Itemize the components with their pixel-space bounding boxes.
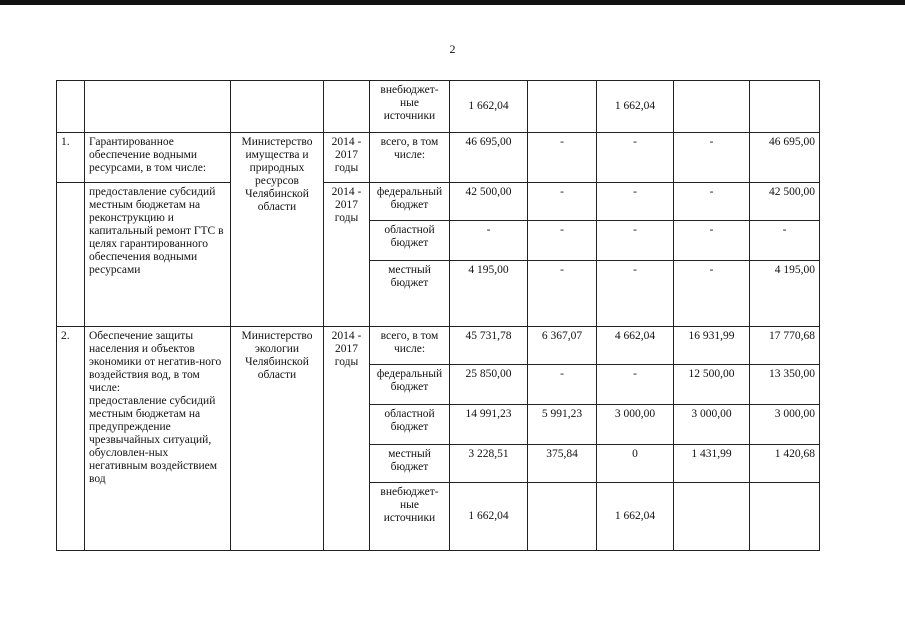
cell-2014 bbox=[528, 483, 597, 551]
cell-2016: - bbox=[674, 133, 750, 183]
cell-period: 2014 - 2017 годы bbox=[324, 183, 370, 327]
cell-2016: - bbox=[674, 183, 750, 221]
cell-total: - bbox=[450, 221, 528, 261]
cell-2015: - bbox=[597, 365, 674, 405]
cell-num: 1. bbox=[57, 133, 85, 183]
cell-2017: 1 420,68 bbox=[750, 445, 820, 483]
cell-period bbox=[324, 81, 370, 133]
cell-source: областной бюджет bbox=[370, 405, 450, 445]
cell-2015: - bbox=[597, 221, 674, 261]
table-row bbox=[57, 133, 820, 183]
cell-exec bbox=[231, 81, 324, 133]
cell-2014: 375,84 bbox=[528, 445, 597, 483]
page-number: 2 bbox=[449, 42, 456, 56]
cell-total: 1 662,04 bbox=[450, 81, 528, 133]
cell-2016: 1 431,99 bbox=[674, 445, 750, 483]
budget-table bbox=[56, 80, 820, 551]
cell-2015: 1 662,04 bbox=[597, 483, 674, 551]
cell-2014: - bbox=[528, 133, 597, 183]
cell-2014: 6 367,07 bbox=[528, 327, 597, 365]
cell-2015: 0 bbox=[597, 445, 674, 483]
top-border-bar bbox=[0, 0, 905, 5]
cell-source: федеральный бюджет bbox=[370, 365, 450, 405]
cell-total: 25 850,00 bbox=[450, 365, 528, 405]
cell-2015: 4 662,04 bbox=[597, 327, 674, 365]
cell-name bbox=[85, 327, 231, 551]
cell-total: 1 662,04 bbox=[450, 483, 528, 551]
cell-source: всего, в том числе: bbox=[370, 327, 450, 365]
cell-source: внебюджет- ные источники bbox=[370, 483, 450, 551]
cell-period: 2014 - 2017 годы bbox=[324, 133, 370, 183]
cell-name: предоставление субсидий местным бюджетам на реконструкцию и капитальный ремонт ГТС в целях гарантированного обеспечения водными ресурсами bbox=[85, 183, 231, 327]
cell-2014: - bbox=[528, 221, 597, 261]
cell-source: местный бюджет bbox=[370, 445, 450, 483]
cell-2017 bbox=[750, 81, 820, 133]
item-title: Обеспечение защиты населения и объектов экономики от негатив-ного воздействия вод, в том числе: bbox=[89, 330, 222, 394]
cell-name bbox=[85, 81, 231, 133]
cell-period: 2014 - 2017 годы bbox=[324, 327, 370, 551]
table-row bbox=[57, 327, 820, 365]
item-subtitle: предоставление субсидий местным бюджетам на предупреждение чрезвычайных ситуаций, обусловлен-ных негативным воздействием вод bbox=[89, 395, 218, 485]
cell-2014: - bbox=[528, 183, 597, 221]
cell-2017: - bbox=[750, 221, 820, 261]
cell-total: 4 195,00 bbox=[450, 261, 528, 327]
cell-2014 bbox=[528, 81, 597, 133]
cell-exec: Министерство экологии Челябинской области bbox=[231, 327, 324, 551]
cell-2016: 3 000,00 bbox=[674, 405, 750, 445]
cell-2015: 1 662,04 bbox=[597, 81, 674, 133]
cell-2017: 4 195,00 bbox=[750, 261, 820, 327]
cell-2015: - bbox=[597, 133, 674, 183]
cell-2017: 42 500,00 bbox=[750, 183, 820, 221]
cell-total: 45 731,78 bbox=[450, 327, 528, 365]
cell-2017 bbox=[750, 483, 820, 551]
cell-total: 14 991,23 bbox=[450, 405, 528, 445]
cell-name: Гарантированное обеспечение водными ресурсами, в том числе: bbox=[85, 133, 231, 183]
cell-2017: 17 770,68 bbox=[750, 327, 820, 365]
cell-num bbox=[57, 81, 85, 133]
cell-source: местный бюджет bbox=[370, 261, 450, 327]
cell-2014: - bbox=[528, 365, 597, 405]
cell-2017: 13 350,00 bbox=[750, 365, 820, 405]
cell-2016: 16 931,99 bbox=[674, 327, 750, 365]
cell-2016: - bbox=[674, 261, 750, 327]
cell-2015: - bbox=[597, 183, 674, 221]
cell-total: 3 228,51 bbox=[450, 445, 528, 483]
cell-2016: 12 500,00 bbox=[674, 365, 750, 405]
table-row bbox=[57, 183, 820, 221]
cell-num bbox=[57, 183, 85, 327]
cell-2017: 46 695,00 bbox=[750, 133, 820, 183]
cell-source: всего, в том числе: bbox=[370, 133, 450, 183]
cell-exec: Министерство имущества и природных ресурсов Челябинской области bbox=[231, 133, 324, 327]
cell-source: федеральный бюджет bbox=[370, 183, 450, 221]
cell-source: областной бюджет bbox=[370, 221, 450, 261]
cell-2016: - bbox=[674, 221, 750, 261]
cell-2014: 5 991,23 bbox=[528, 405, 597, 445]
cell-total: 46 695,00 bbox=[450, 133, 528, 183]
cell-total: 42 500,00 bbox=[450, 183, 528, 221]
cell-source: внебюджет- ные источники bbox=[370, 81, 450, 133]
table-row bbox=[57, 81, 820, 133]
cell-2015: - bbox=[597, 261, 674, 327]
cell-2016 bbox=[674, 483, 750, 551]
cell-2015: 3 000,00 bbox=[597, 405, 674, 445]
cell-2014: - bbox=[528, 261, 597, 327]
cell-2016 bbox=[674, 81, 750, 133]
cell-2017: 3 000,00 bbox=[750, 405, 820, 445]
cell-num: 2. bbox=[57, 327, 85, 551]
